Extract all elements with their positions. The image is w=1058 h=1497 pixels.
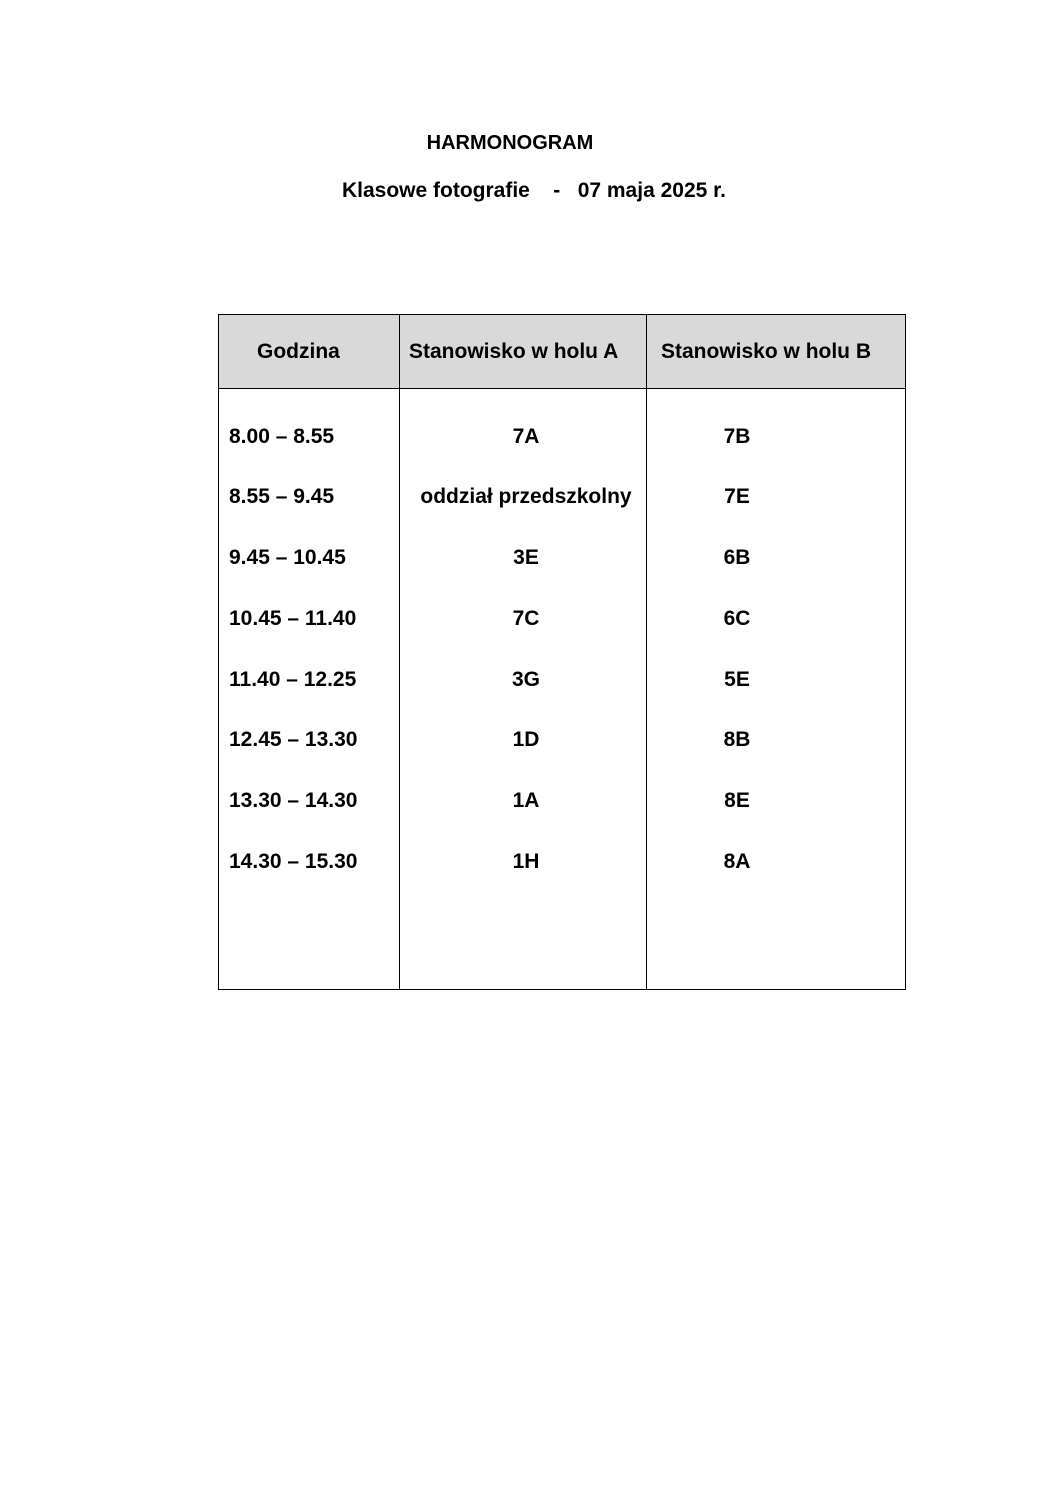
document-title: HARMONOGRAM xyxy=(426,132,594,154)
row-time: 14.30 – 15.30 xyxy=(229,850,358,873)
row-hall-a: 7A xyxy=(512,425,540,448)
row-time: 8.55 – 9.45 xyxy=(229,485,335,508)
row-hall-b: 7B xyxy=(723,425,751,448)
header-hall-a: Stanowisko w holu A xyxy=(409,340,619,363)
row-hall-b: 8B xyxy=(723,728,751,751)
column-divider xyxy=(646,315,647,989)
row-hall-b: 7E xyxy=(724,485,750,508)
row-hall-a: 3G xyxy=(511,668,540,691)
header-time: Godzina xyxy=(257,340,340,363)
row-hall-a: 1H xyxy=(512,850,540,873)
row-hall-a: 3E xyxy=(513,546,539,569)
row-time: 12.45 – 13.30 xyxy=(229,728,358,751)
table-row xyxy=(219,543,905,573)
row-time: 11.40 – 12.25 xyxy=(229,668,357,691)
row-time: 9.45 – 10.45 xyxy=(229,546,346,569)
schedule-table xyxy=(218,314,906,990)
table-row xyxy=(219,725,905,755)
row-hall-a: 7C xyxy=(512,607,540,630)
row-hall-a: 1D xyxy=(512,728,540,751)
row-hall-b: 5E xyxy=(724,668,750,691)
row-time: 13.30 – 14.30 xyxy=(229,789,358,812)
table-row xyxy=(219,847,905,877)
header-hall-b: Stanowisko w holu B xyxy=(661,340,872,363)
table-row xyxy=(219,604,905,634)
row-hall-b: 6B xyxy=(723,546,751,569)
row-hall-a: oddział przedszkolny xyxy=(420,485,632,508)
table-row xyxy=(219,422,905,452)
table-row xyxy=(219,786,905,816)
table-row xyxy=(219,665,905,695)
row-hall-b: 8A xyxy=(723,850,751,873)
row-time: 8.00 – 8.55 xyxy=(229,425,335,448)
column-divider xyxy=(399,315,400,989)
document-subtitle: Klasowe fotografie - 07 maja 2025 r. xyxy=(342,179,726,202)
row-hall-b: 8E xyxy=(724,789,750,812)
table-row xyxy=(219,482,905,512)
table-header xyxy=(219,315,905,389)
row-hall-b: 6C xyxy=(723,607,751,630)
row-time: 10.45 – 11.40 xyxy=(229,607,357,630)
row-hall-a: 1A xyxy=(512,789,540,812)
